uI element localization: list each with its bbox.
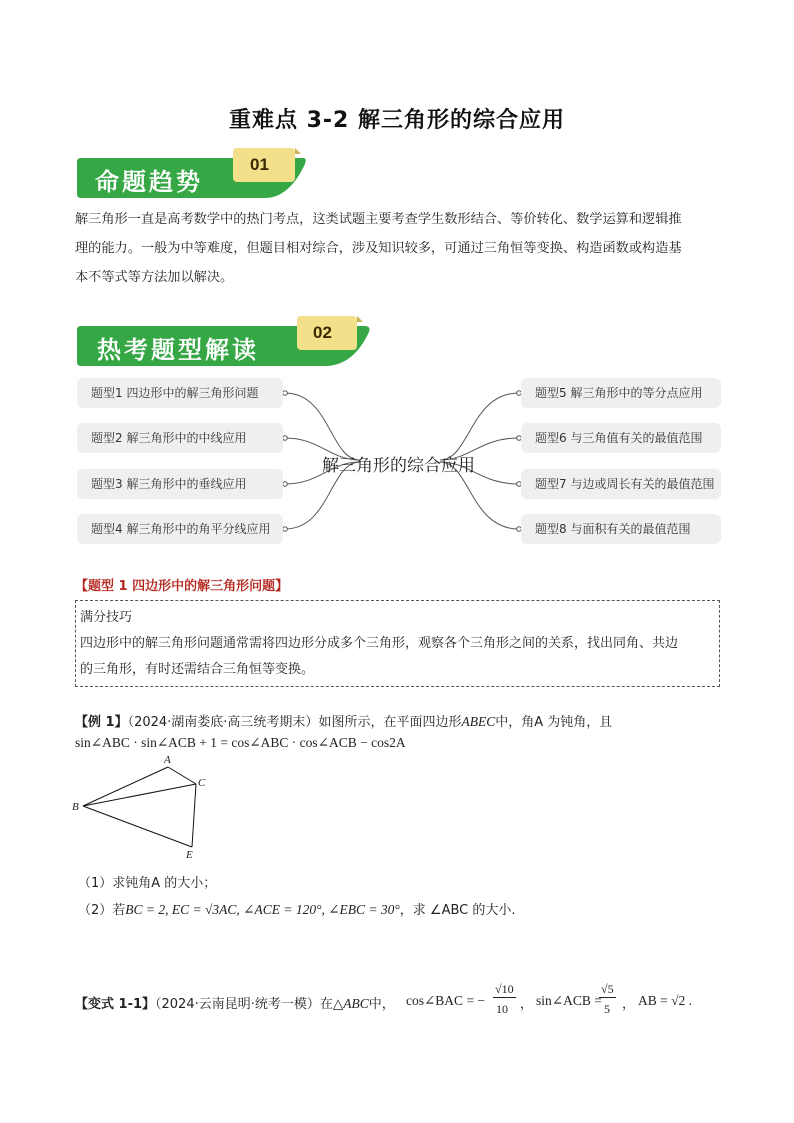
example1-text-a: 如图所示，在平面四边形	[318, 715, 462, 730]
figure-label-e: E	[186, 849, 193, 861]
variant1-comma-1: ，	[520, 997, 534, 1012]
mindmap-item-type7: 题型7 与边或周长有关的最值范围	[521, 469, 721, 499]
intro-paragraph	[75, 205, 725, 292]
tip-line-2: 的三角形，有时还需结合三角恒等变换。	[80, 662, 315, 677]
variant1-comma-2: ，	[622, 997, 636, 1012]
example1-line1	[75, 711, 612, 730]
mindmap-item-type8: 题型8 与面积有关的最值范围	[521, 514, 721, 544]
variant1-sin-denominator: 5	[604, 1002, 610, 1016]
variant1-text-mid: 中，	[368, 997, 395, 1012]
section1-banner	[75, 148, 315, 204]
section1-badge: 01	[250, 155, 269, 174]
variant1-cos-numerator: √10	[495, 982, 514, 996]
example1-equation: sin∠ABC · sin∠ACB + 1 = cos∠ABC · cos∠ACB − cos2A	[75, 735, 406, 750]
q2-math: BC = 2, EC = √3AC, ∠ACE = 120°, ∠EBC = 30°	[125, 902, 400, 917]
variant1-line	[75, 993, 395, 1012]
tip-title: 满分技巧	[80, 610, 133, 625]
quadrilateral-figure	[70, 752, 220, 864]
mindmap-item-type4: 题型4 解三角形中的角平分线应用	[77, 514, 283, 544]
q2-prefix: （2）若	[78, 903, 126, 918]
example1-quad: ABEC	[461, 714, 496, 729]
mindmap-item-type1: 题型1 四边形中的解三角形问题	[77, 378, 283, 408]
intro-line-1: 解三角形一直是高考数学中的热门考点，这类试题主要考查学生数形结合、等价转化、数学运算和逻辑推	[75, 212, 682, 227]
section1-banner-title: 命题趋势	[95, 167, 203, 196]
section2-banner-title: 热考题型解读	[97, 335, 259, 364]
example1-question1: （1）求钝角A 的大小；	[78, 876, 217, 891]
example1-label: 【例 1】	[75, 715, 128, 730]
intro-line-3: 本不等式等方法加以解决。	[75, 270, 234, 285]
variant1-sin-numerator: √5	[601, 982, 614, 996]
mindmap-item-type5: 题型5 解三角形中的等分点应用	[521, 378, 721, 408]
section2-banner	[75, 316, 375, 372]
tip-box	[75, 600, 720, 687]
variant1-label: 【变式 1-1】	[75, 997, 156, 1012]
variant1-cos: cos∠BAC = −	[406, 993, 486, 1008]
mindmap-item-type3: 题型3 解三角形中的垂线应用	[77, 469, 283, 499]
mindmap-center: 解三角形的综合应用	[322, 456, 475, 476]
type1-heading: 【题型 1 四边形中的解三角形问题】	[75, 579, 289, 594]
variant1-triangle: △ABC	[332, 996, 369, 1011]
example1-question2	[78, 899, 516, 918]
example1-text-b: 中，角A 为钝角，且	[495, 715, 613, 730]
mindmap-item-type6: 题型6 与三角值有关的最值范围	[521, 423, 721, 453]
tip-line-1: 四边形中的解三角形问题通常需将四边形分成多个三角形，观察各个三角形之间的关系，找出同角、共边	[80, 636, 679, 651]
variant1-sin: sin∠ACB =	[536, 993, 602, 1008]
figure-label-b: B	[72, 801, 79, 813]
example1-source: （2024·湖南娄底·高三统考期末）	[127, 715, 319, 730]
q2-suffix: ，求 ∠ABC 的大小.	[399, 903, 516, 918]
variant1-cos-denominator: 10	[496, 1002, 508, 1016]
figure-label-a: A	[164, 754, 171, 766]
variant1-source: （2024·云南昆明·统考一模）在	[155, 997, 333, 1012]
figure-label-c: C	[198, 777, 206, 789]
intro-line-2: 理的能力。一般为中等难度，但题目相对综合，涉及知识较多，可通过三角恒等变换、构造函数或构造基	[75, 241, 682, 256]
section2-badge: 02	[313, 323, 332, 342]
page-title: 重难点 3-2 解三角形的综合应用	[228, 108, 566, 133]
mindmap-item-type2: 题型2 解三角形中的中线应用	[77, 423, 283, 453]
variant1-ab: AB = √2 .	[638, 993, 693, 1008]
